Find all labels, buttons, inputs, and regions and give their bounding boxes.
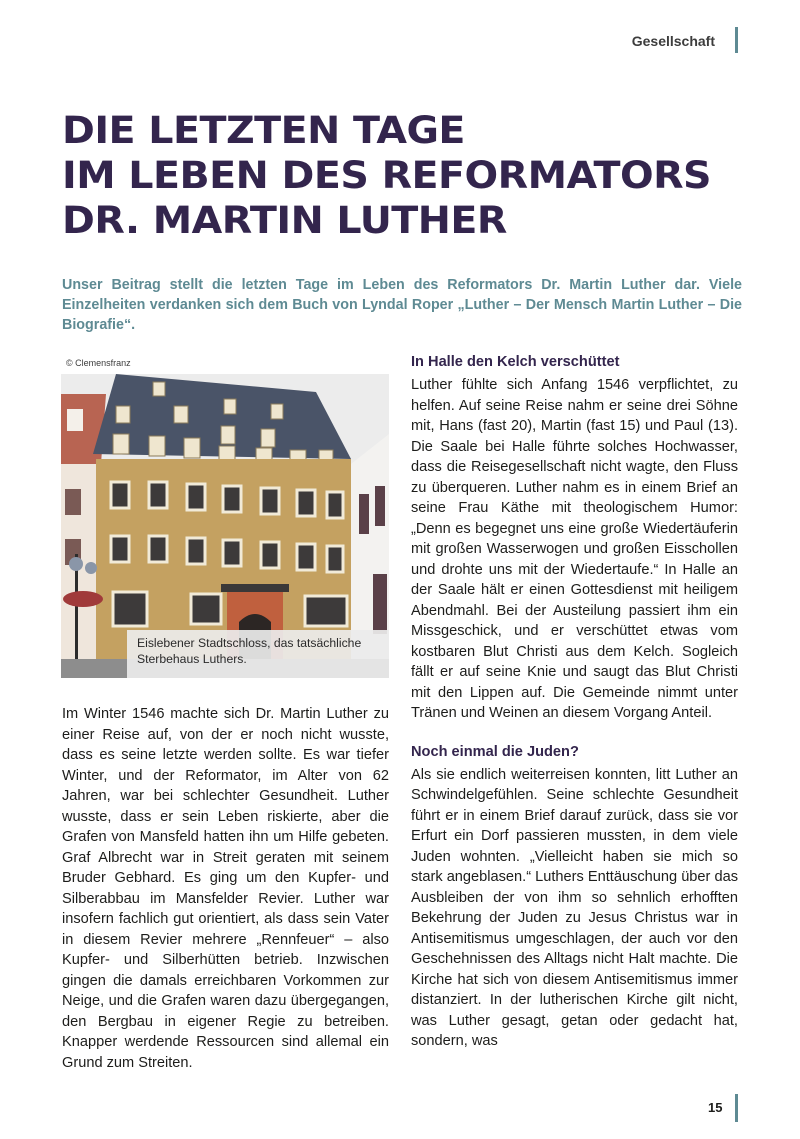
title-line: IM LEBEN DES REFORMATORS <box>62 154 712 197</box>
page-number-divider <box>735 1094 738 1122</box>
right-column <box>411 352 738 1052</box>
photo-credit: © Clemensfranz <box>66 358 131 368</box>
section-heading: Noch einmal die Juden? <box>411 743 579 760</box>
section-divider <box>735 27 738 53</box>
left-column <box>62 704 389 1073</box>
body-paragraph: Im Winter 1546 machte sich Dr. Martin Luther zu einer Reise auf, von der er noch nicht wusste, dass es seine letzte werden sollte. Es war tiefer Winter, und der Reformator, im Alter von 62 Jahren, war bei schlechter Gesundheit. Luther wusste, dass er sein Leben riskierte, aber die Grafen von Mansfeld hatten ihn um Hilfe gebeten. Graf Albrecht war in Streit geraten mit seinem Bruder Gebhard. Es ging um den Kupfer- und Silberabbau im Mansfelder Revier. Luther war insofern fachlich gut orientiert, als dass sein Vater in diesem Revier mehrere „Rennfeuer“ – also Kupfer- und Silberhütten betrieb. Inzwischen gingen die damals erreichbaren Vorkommen zur Neige, und die Grafen waren dazu übergegangen, den Bergbau in eigener Regie zu betreiben. Knapper werdende Ressourcen sind allemal ein Grund zum Streiten. <box>62 706 389 1071</box>
title-line: DR. MARTIN LUTHER <box>62 199 507 242</box>
page-number: 15 <box>708 1100 723 1115</box>
photo-caption: Eislebener Stadtschloss, das tatsächliche Sterbehaus Luthers. <box>127 630 389 678</box>
article-lead: Unser Beitrag stellt die letzten Tage im Leben des Reformators Dr. Martin Luther dar. Viele Einzelheiten verdanken sich dem Buch von Lyndal Roper „Luther – Der Mensch Martin Luther – Die Biografie“. <box>62 277 742 333</box>
body-paragraph: Als sie endlich weiterreisen konnten, litt Luther an Schwindelgefühlen. Seine schlechte Gesundheit führt er in einem Brief darauf zurück, dass sie vor Erfurt ein Dorf passieren mussten, in dem viele Juden wohnten. „Vielleicht haben sie mich so stark angeblasen.“ Luthers Enttäuschung über das Ausbleiben der von ihm so sehnlich erhofften Bekehrung der Juden zu Jesus Christus war in Antisemitismus umgeschlagen, der auch vor den Geschehnissen des Alltags nicht Halt machte. Die Kirche hat sich von diesem Antisemitismus immer distanziert. In der lutherischen Kirche gilt nicht, was Luther gesagt, getan oder gedacht hat, sondern, was <box>411 766 738 1049</box>
title-line: DIE LETZTEN TAGE <box>62 109 465 152</box>
section-label: Gesellschaft <box>631 33 715 49</box>
article-title <box>62 108 711 243</box>
section-heading: In Halle den Kelch verschüttet <box>411 354 620 370</box>
body-paragraph: Luther fühlte sich Anfang 1546 verpflichtet, zu helfen. Auf seine Reise nahm er seine drei Söhne mit, Hans (fast 20), Martin (fast 15) und Paul (13). Die Saale bei Halle führte solches Hochwasser, dass die Reisegesellschaft nicht wagte, den Fluss zu überqueren. Luther nahm es in einem Brief an seine Frau Käthe mit theologischem Humor: „Denn es begegnet uns eine große Wiedertäuferin mit großen Wasserwogen und großen Eisschollen und drohte uns mit der Wiedertaufe.“ In Halle an der Saale hält er einen Gottesdienst mit heiligem Abendmahl. Bei der Austeilung passiert ihm ein Missgeschick, und er verschüttet etwas vom kostbaren Blut Christi aus dem Kelch. Sogleich fällt er auf seine Knie und saugt das Blut Christi mit den Lippen auf. Die Gemeinde nimmt unter Tränen und Weinen an diesem Vorgang Anteil. <box>411 377 738 721</box>
